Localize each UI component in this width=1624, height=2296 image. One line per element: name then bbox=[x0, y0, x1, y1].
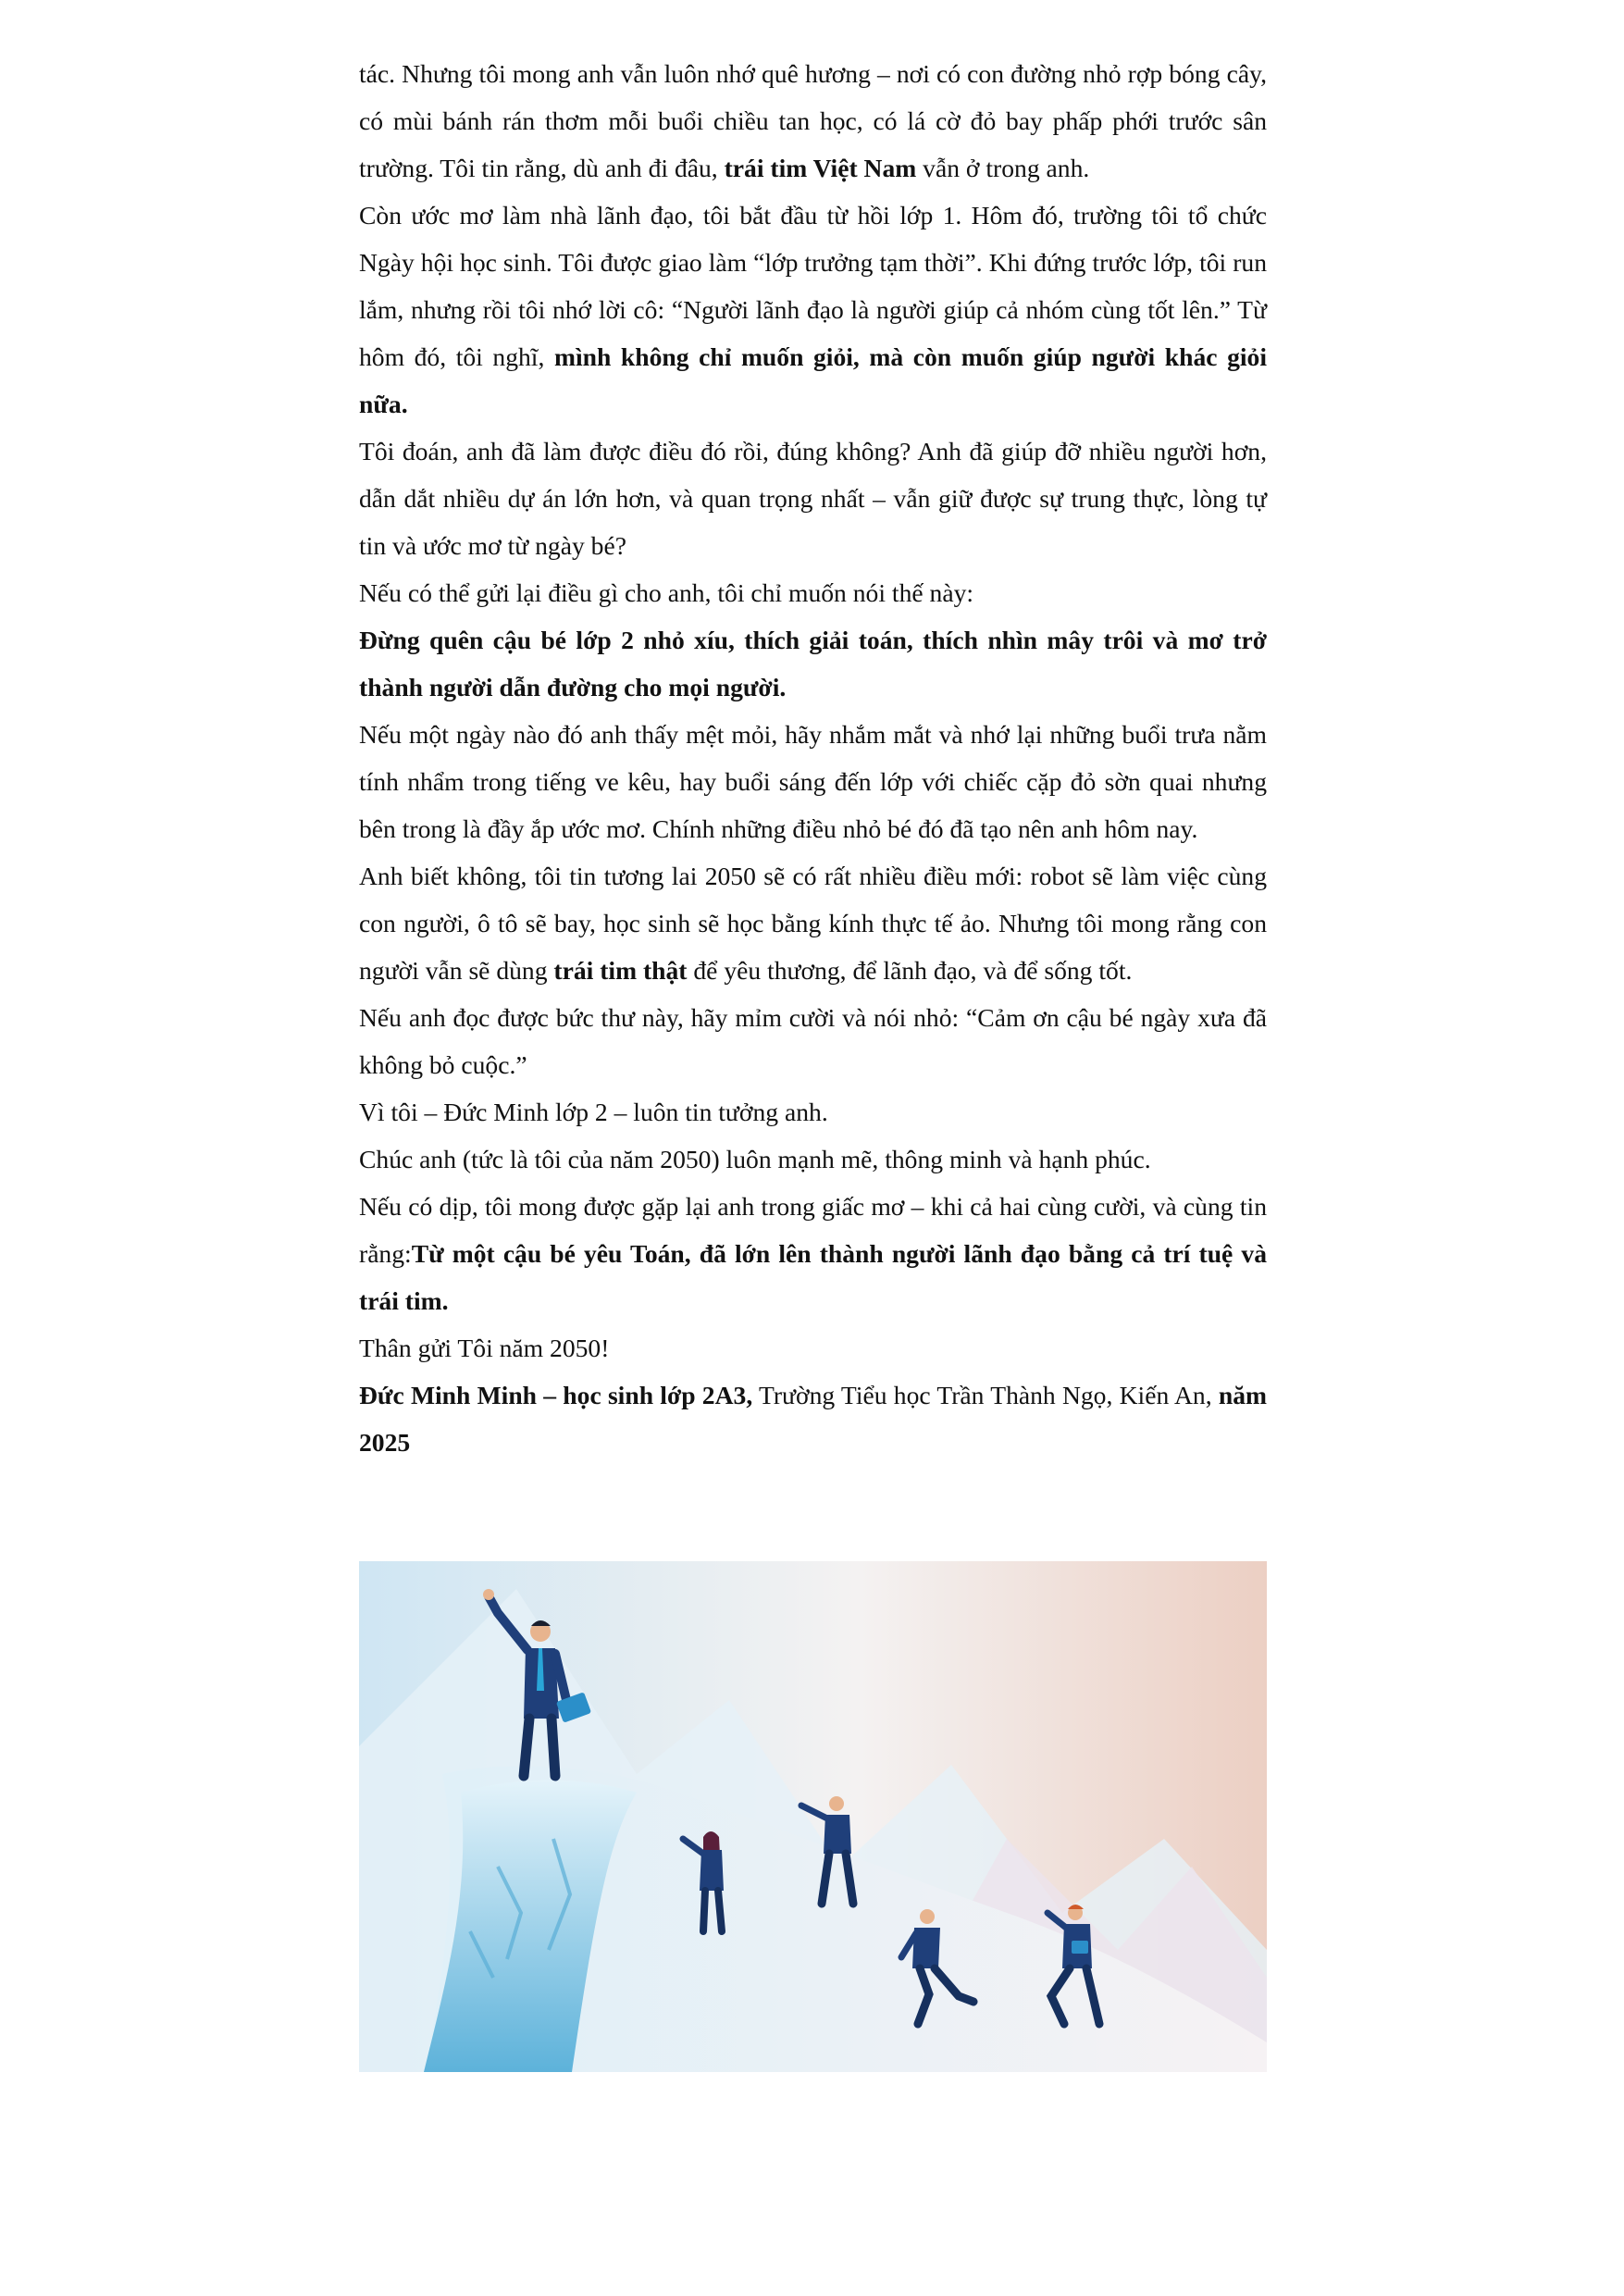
paragraph-text: Chúc anh (tức là tôi của năm 2050) luôn mạnh mẽ, thông minh và hạnh phúc. bbox=[359, 1145, 1151, 1173]
letter-paragraph bbox=[359, 852, 1267, 994]
letter-paragraph bbox=[359, 569, 1267, 616]
leadership-mountain-illustration-icon bbox=[359, 1561, 1267, 2072]
small-bag-icon bbox=[1072, 1941, 1088, 1954]
paragraph-text: Còn ước mơ làm nhà lãnh đạo, tôi bắt đầu từ hồi lớp 1. Hôm đó, trường tôi tổ chức Ngày hội học sinh. Tôi được giao làm “lớp trưởng tạm thời”. Khi đứng trước lớp, tôi run lắm, nhưng rồi tôi nhớ lời cô: “Người lãnh đạo là người giúp cả nhóm cùng tốt lên.” Từ hôm đó, tôi nghĩ, bbox=[359, 201, 1267, 371]
illustration-svg bbox=[359, 1561, 1267, 2072]
paragraph-text: vẫn ở trong anh. bbox=[916, 154, 1090, 182]
paragraph-text: Nếu có dịp, tôi mong được gặp lại anh trong giấc mơ – khi cả hai cùng cười, và cùng tin rằng: bbox=[359, 1192, 1267, 1268]
letter-paragraph bbox=[359, 711, 1267, 852]
letter-paragraph bbox=[359, 616, 1267, 711]
letter-paragraph bbox=[359, 428, 1267, 569]
letter-paragraph bbox=[359, 1136, 1267, 1183]
letter-paragraph bbox=[359, 1324, 1267, 1371]
letter-paragraph bbox=[359, 1088, 1267, 1136]
paragraph-text: Nếu có thể gửi lại điều gì cho anh, tôi chỉ muốn nói thế này: bbox=[359, 578, 974, 607]
paragraph-text: Vì tôi – Đức Minh lớp 2 – luôn tin tưởng anh. bbox=[359, 1098, 828, 1126]
emphasis-text: Từ một cậu bé yêu Toán, đã lớn lên thành người lãnh đạo bằng cả trí tuệ và trái tim. bbox=[359, 1239, 1267, 1315]
letter-paragraphs bbox=[359, 50, 1267, 1371]
paragraph-text: Anh biết không, tôi tin tương lai 2050 sẽ có rất nhiều điều mới: robot sẽ làm việc cùng con người, ô tô sẽ bay, học sinh sẽ học bằng kính thực tế ảo. Nhưng tôi mong rằng con người vẫn sẽ dùng bbox=[359, 862, 1267, 985]
signature bbox=[359, 1371, 1267, 1466]
emphasis-text: Đừng quên cậu bé lớp 2 nhỏ xíu, thích giải toán, thích nhìn mây trôi và mơ trở thành người dẫn đường cho mọi người. bbox=[359, 626, 1267, 701]
signature-school: Trường Tiểu học Trần Thành Ngọ, Kiến An, bbox=[752, 1381, 1212, 1409]
letter-paragraph bbox=[359, 1183, 1267, 1324]
paragraph-text: Tôi đoán, anh đã làm được điều đó rồi, đúng không? Anh đã giúp đỡ nhiều người hơn, dẫn dắt nhiều dự án lớn hơn, và quan trọng nhất – vẫn giữ được sự trung thực, lòng tự tin và ước mơ từ ngày bé? bbox=[359, 437, 1267, 560]
paragraph-text: để yêu thương, để lãnh đạo, và để sống tốt. bbox=[687, 956, 1133, 985]
paragraph-text: Nếu một ngày nào đó anh thấy mệt mỏi, hãy nhắm mắt và nhớ lại những buổi trưa nằm tính nhẩm trong tiếng ve kêu, hay buổi sáng đến lớp với chiếc cặp đỏ sờn quai nhưng bên trong là đầy ắp ước mơ. Chính những điều nhỏ bé đó đã tạo nên anh hôm nay. bbox=[359, 720, 1267, 843]
letter-body bbox=[359, 50, 1267, 1466]
signature-name: Đức Minh Minh – học sinh lớp 2A3, bbox=[359, 1381, 753, 1409]
letter-paragraph bbox=[359, 994, 1267, 1088]
signature-space bbox=[1212, 1381, 1219, 1409]
letter-paragraph bbox=[359, 50, 1267, 192]
signature-year: năm 2025 bbox=[359, 1381, 1267, 1457]
paragraph-text: Nếu anh đọc được bức thư này, hãy mỉm cười và nói nhỏ: “Cảm ơn cậu bé ngày xưa đã không bỏ cuộc.” bbox=[359, 1003, 1267, 1079]
paragraph-text: tác. Nhưng tôi mong anh vẫn luôn nhớ quê hương – nơi có con đường nhỏ rợp bóng cây, có mùi bánh rán thơm mỗi buổi chiều tan học, có lá cờ đỏ bay phấp phới trước sân trường. Tôi tin rằng, dù anh đi đâu, bbox=[359, 59, 1267, 182]
emphasis-text: mình không chỉ muốn giỏi, mà còn muốn giúp người khác giỏi nữa. bbox=[359, 342, 1267, 418]
letter-paragraph bbox=[359, 192, 1267, 428]
paragraph-text: Thân gửi Tôi năm 2050! bbox=[359, 1334, 610, 1362]
emphasis-text: trái tim Việt Nam bbox=[724, 154, 917, 182]
emphasis-text: trái tim thật bbox=[553, 956, 688, 985]
